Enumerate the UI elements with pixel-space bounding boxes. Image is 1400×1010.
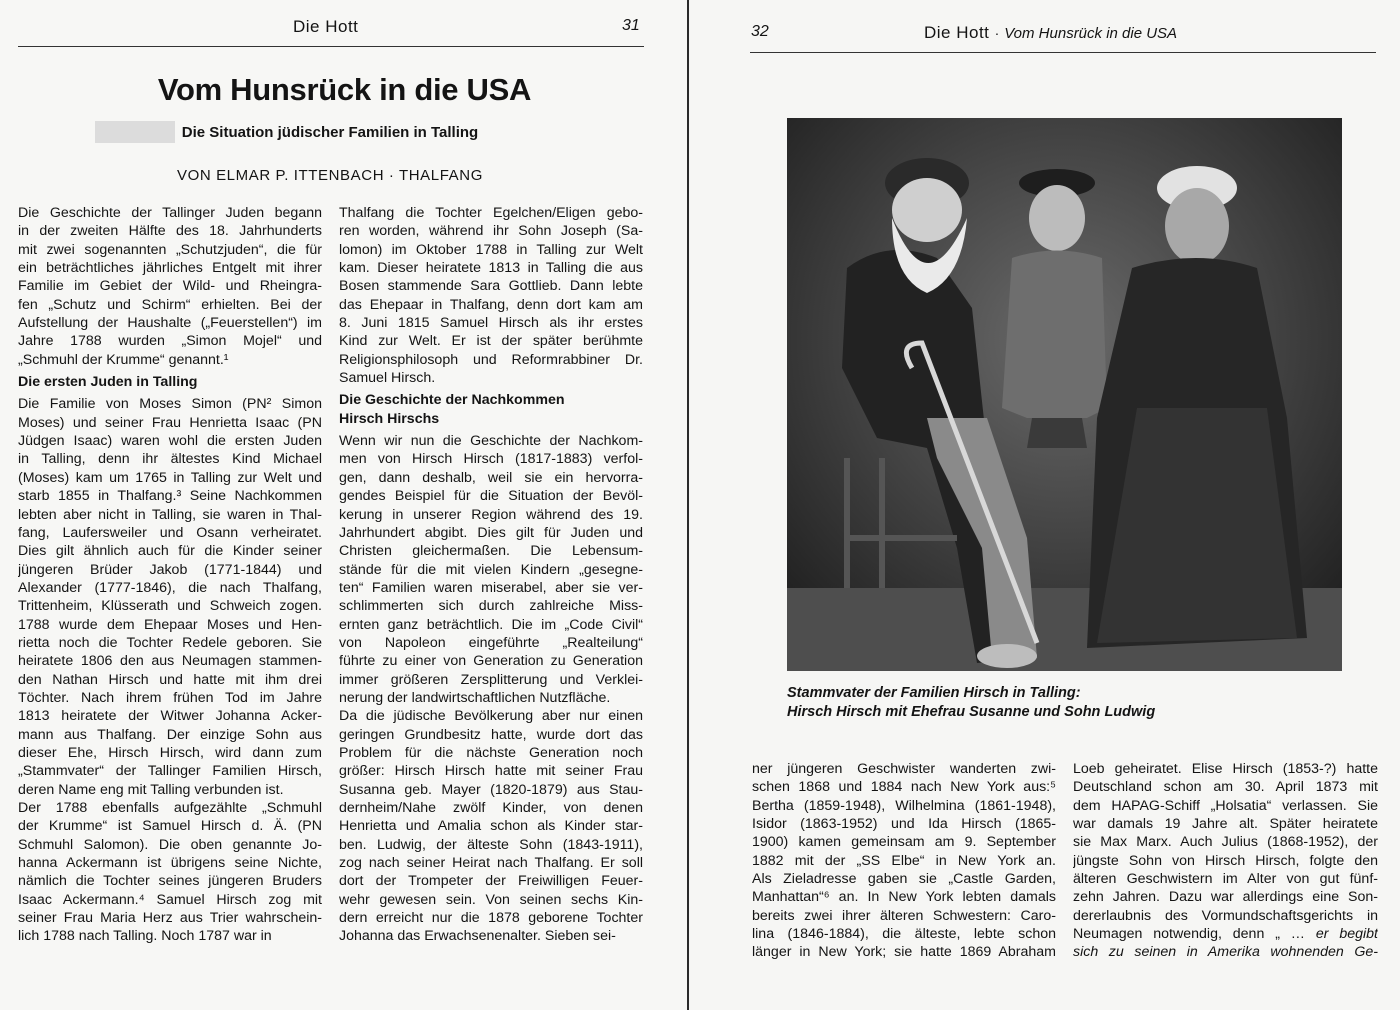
text-line: dererlaubnis des Vormundschaftsgerichts in xyxy=(1073,907,1378,924)
text-line: zog nach seiner Heirat nach Thalfang. Er soll xyxy=(339,855,643,872)
text-line: länger in New York; sie hatte 1869 Abraham xyxy=(752,944,1056,961)
text-line: Dies gilt ähnlich auch für die Kinder seiner xyxy=(18,543,322,560)
text-line: stände für die mit vielen Kindern „gesegne- xyxy=(339,561,643,578)
text-line: jüngste Sohn von Hirsch Hirsch, folgte den xyxy=(1073,852,1378,869)
text-line: ein beträchtliches jährliches Entgelt mit ihrer xyxy=(18,260,322,277)
photo-caption xyxy=(787,684,1155,722)
text-line: bereits zwei ihrer älteren Schwestern: Caro- xyxy=(752,907,1056,924)
left-column-1 xyxy=(18,204,322,946)
text-line: dernheim/Nahe zwölf Kinder, von denen xyxy=(339,800,643,816)
text-line: war damals 19 Jahre alt. Später heiratete xyxy=(1073,816,1378,833)
text-line: 1900) kamen gemeinsam am 9. September xyxy=(752,834,1056,851)
running-head-left xyxy=(293,17,358,37)
text-line: immer größeren Zersplitterung und Verklei- xyxy=(339,671,643,688)
text-line: Jüdgen Isaac) waren wohl die ersten Juden xyxy=(18,433,322,450)
text-line: in Talling, denn ihr ältestes Kind Michael xyxy=(18,451,322,468)
left-column-2 xyxy=(339,204,643,946)
text-line: Christen gleichermaßen. Die Lebensum- xyxy=(339,543,643,560)
text-line: starb 1855 in Thalfang.³ Seine Nachkommen xyxy=(18,488,322,505)
text-line: Der 1788 ebenfalls aufgezählte „Schmuhl xyxy=(18,800,322,816)
text-line: Jahrhundert abgibt. Dies gilt für Juden und xyxy=(339,524,643,541)
text-line: lich 1788 nach Talling. Noch 1787 war in xyxy=(18,928,272,945)
right-column-1 xyxy=(752,760,1056,962)
text-line: deren Name eng mit Talling verbunden ist. xyxy=(18,781,284,798)
text-line: Manhattan“⁶ an. In New York lebten damals xyxy=(752,889,1056,906)
text-line: Wenn wir nun die Geschichte der Nachkom- xyxy=(339,433,643,450)
text-line: jüngeren Brüder Jakob (1771-1844) und xyxy=(18,561,322,578)
header-rule-left xyxy=(18,46,644,47)
section-heading: Hirsch Hirschs xyxy=(339,410,440,427)
text-line: dem HAPAG-Schiff „Holsatia“ verlassen. Sie xyxy=(1073,797,1378,814)
text-line: kam. Dieser heiratete 1813 in Talling die aus xyxy=(339,260,643,277)
text-line: kerung in unserer Region während des 19. xyxy=(339,506,643,523)
text-line: Aufstellung der Haushalte („Feuerstellen“) im xyxy=(18,315,322,332)
caption-line-1: Stammvater der Familien Hirsch in Talling: xyxy=(787,685,1081,701)
page-number-left: 31 xyxy=(622,17,640,34)
text-line: dort der Trompeter der Freiwilligen Feuer- xyxy=(339,873,643,890)
text-line: der Krumme“ ist Samuel Hirsch d. Ä. (PN xyxy=(18,818,322,835)
text-line: Moses) und seiner Frau Henrietta Isaac (PN xyxy=(18,414,322,431)
header-rule-right xyxy=(750,52,1376,53)
text-line: „Stammvater“ der Tallinger Familien Hirsch, xyxy=(18,763,322,780)
text-line: Als Zieladresse gaben sie „Castle Garden, xyxy=(752,871,1056,888)
text-line: hanna Ackermann ist übrigens seine Nichte, xyxy=(18,855,322,872)
text-line: Trittenheim, Klüsserath und Schweich zogen. xyxy=(18,598,322,615)
text-line: dieser Ehe, Hirsch Hirsch, wird dann zum xyxy=(18,744,322,761)
text-line: men von Hirsch Hirsch (1817-1883) verfol- xyxy=(339,451,643,468)
text-line: Johanna das Erwachsenenalter. Sieben sei- xyxy=(339,928,616,945)
text-line: (Moses) kam um 1765 in Talling zur Welt und xyxy=(18,469,322,486)
text-line: nämlich die Tochter seines jüngeren Bruders xyxy=(18,873,322,890)
article-author: VON ELMAR P. ITTENBACH · THALFANG xyxy=(177,167,483,184)
text-line: sie Max Marx. Auch Julius (1868-1952), der xyxy=(1073,834,1378,851)
running-head-subtitle: Vom Hunsrück in die USA xyxy=(1004,25,1178,42)
text-line: seiner Frau Maria Herz aus Trier wahrschein- xyxy=(18,910,322,927)
text-line: Samuel Hirsch. xyxy=(339,370,436,387)
text-line: heiratete 1806 den aus Neumagen stammen- xyxy=(18,653,322,670)
text-line: Jahre 1788 wurden „Simon Mojel“ und xyxy=(18,333,322,350)
text-line: sich zu seinen in Amerika wohnenden Ge- xyxy=(1073,944,1378,961)
portrait-illustration xyxy=(787,118,1342,671)
text-line: nerung der landwirtschaftlichen Nutzfläche. xyxy=(339,689,611,706)
text-line: lebten aber nicht in Talling, sie waren in Thal- xyxy=(18,506,322,523)
text-line: Religionsphilosoph und Reformrabbiner Dr. xyxy=(339,351,643,368)
text-line: Die Geschichte der Tallinger Juden begann xyxy=(18,205,322,221)
text-line: Da die jüdische Bevölkerung aber nur einen xyxy=(339,708,643,725)
text-line: 1813 heiratete der Witwer Johanna Acker- xyxy=(18,708,322,725)
text-line: fen „Schutz und Schirm“ erhielten. Bei der xyxy=(18,296,322,313)
text-line: wehr gewesen sein. Von seinen sechs Kin- xyxy=(339,891,643,908)
text-line: ner jüngeren Geschwister wanderten zwi- xyxy=(752,761,1056,777)
text-line: „Schmuhl der Krumme“ genannt.¹ xyxy=(18,351,229,368)
text-line: Bosen stammende Sara Gottlieb. Dann lebte xyxy=(339,278,643,295)
text-line: lomon) im Oktober 1788 in Talling zur Welt xyxy=(339,241,643,258)
text-line: ben. Ludwig, der älteste Sohn (1843-1911), xyxy=(339,836,643,853)
text-line: schlimmerten sich durch zahlreiche Miss- xyxy=(339,598,643,615)
article-title: Vom Hunsrück in die USA xyxy=(157,72,532,107)
text-line: lina (1846-1884), die älteste, lebte schon xyxy=(752,926,1056,943)
text-line: von Napoleon eingeführte „Realteilung“ xyxy=(339,634,643,651)
caption-line-2: Hirsch Hirsch mit Ehefrau Susanne und Sohn Ludwig xyxy=(787,704,1156,720)
text-line: fang, Laufersweiler und Osann verheiratet. xyxy=(18,524,322,541)
text-line: Schmuhl Salomon). Die oben genannte Jo- xyxy=(18,836,322,853)
text-line: zehn Jahren. Dazu war allerdings eine Son- xyxy=(1073,889,1378,906)
text-line: den Nathan Hirsch und hatte mit ihm drei xyxy=(18,671,322,688)
article-subtitle: Die Situation jüdischer Familien in Talling xyxy=(181,124,479,141)
left-page xyxy=(0,0,689,1010)
text-line: führte zu einer von Generation zu Generation xyxy=(339,653,643,670)
text-line: Isaac Ackermann.⁴ Samuel Hirsch zog mit xyxy=(18,891,322,908)
text-line: größer: Hirsch Hirsch hatte mit seiner Frau xyxy=(339,763,643,780)
text-line: Neumagen notwendig, denn „ … er begibt xyxy=(1073,926,1378,943)
right-column-2 xyxy=(1073,760,1378,962)
text-line: ren worden, während ihr Sohn Joseph (Sa- xyxy=(339,223,643,240)
text-line: Isidor (1863-1952) und Ida Hirsch (1865- xyxy=(752,816,1056,833)
text-line: Bertha (1859-1948), Wilhelmina (1861-1948), xyxy=(752,797,1056,814)
page-number-right: 32 xyxy=(751,23,769,40)
section-heading: Die Geschichte der Nachkommen xyxy=(339,392,565,409)
running-head-right: Die Hott · Vom Hunsrück in die USA xyxy=(924,23,1178,42)
text-line: gendes Beispiel für die Situation der Bevöl- xyxy=(339,488,643,505)
text-line: Problem für die nächste Generation noch xyxy=(339,744,643,761)
text-line: mann aus Thalfang. Der einzige Sohn aus xyxy=(18,726,322,743)
text-line: dern erreicht nur die 1878 geborene Tochter xyxy=(339,910,643,927)
text-line: Thalfang die Tochter Egelchen/Eligen gebo- xyxy=(339,205,643,221)
text-line: rietta noch die Tochter Redele geboren. Sie xyxy=(18,634,322,651)
text-line: Susanna geb. Mayer (1820-1879) aus Stau- xyxy=(339,781,643,798)
text-line: Loeb geheiratet. Elise Hirsch (1853-?) hatte xyxy=(1073,761,1378,777)
text-line: Deutschland schon am 30. April 1873 mit xyxy=(1073,779,1378,796)
text-line: in der zweiten Hälfte des 18. Jahrhunderts xyxy=(18,223,322,240)
text-line: 8. Juni 1815 Samuel Hirsch als ihr erstes xyxy=(339,315,643,332)
text-line: Die Familie von Moses Simon (PN² Simon xyxy=(18,396,322,413)
text-line: älteren Geschwistern im Alter von gut fünf- xyxy=(1073,871,1378,888)
text-line: Familie im Gebiet der Wild- und Rheingra- xyxy=(18,278,322,295)
family-portrait-photo xyxy=(787,118,1342,671)
text-line: 1788 wurde dem Ehepaar Moses und Hen- xyxy=(18,616,322,633)
text-line: 1882 mit der „SS Elbe“ in New York an. xyxy=(752,852,1056,869)
text-line: Alexander (1777-1846), die nach Thalfang, xyxy=(18,579,322,596)
text-line: Kind zur Welt. Er ist der später berühmte xyxy=(339,333,643,350)
text-line: mit zwei sogenannten „Schutzjuden“, die für xyxy=(18,241,322,258)
text-line: ten“ Familien waren miserabel, aber sie ver- xyxy=(339,579,643,596)
page-gutter xyxy=(687,0,689,1010)
text-line: schen 1868 und 1884 nach New York aus:⁵ xyxy=(752,779,1056,796)
section-heading: Die ersten Juden in Talling xyxy=(18,374,198,391)
italic-quote-start: er begibt xyxy=(1315,926,1378,943)
running-head-text: Die Hott xyxy=(924,23,990,42)
text-line: ernten ganz beträchtlich. Die im „Code Civil“ xyxy=(339,616,643,633)
text-line: geringen Grundbesitz hatte, wurde dort das xyxy=(339,726,643,743)
text-line: das Ehepaar in Thalfang, denn dort kam am xyxy=(339,296,643,313)
text-line: Henrietta und Amalia schon als Kinder star- xyxy=(339,818,643,835)
text-line: gen, dann deshalb, weil sie ein hervorra- xyxy=(339,469,643,486)
text-line: Töchter. Nach ihrem frühen Tod im Jahre xyxy=(18,689,322,706)
running-head-text: Die Hott xyxy=(293,17,359,36)
